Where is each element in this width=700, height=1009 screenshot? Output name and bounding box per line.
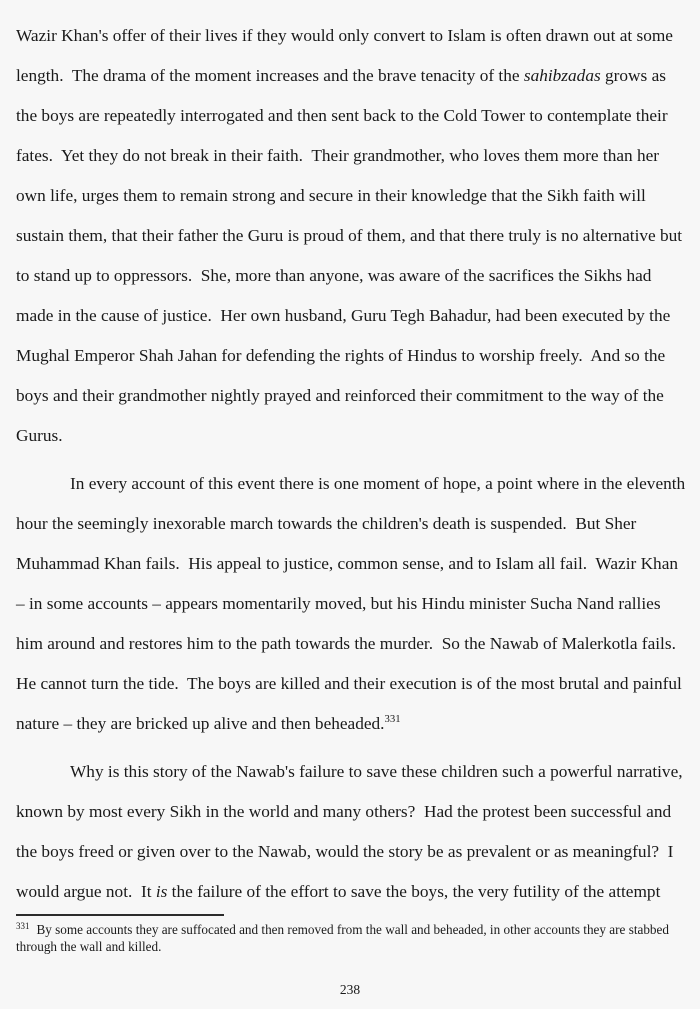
- text-line: – in some accounts – appears momentarily moved, but his Hindu minister Sucha Nand rallies: [16, 594, 661, 613]
- page-body: [16, 16, 684, 912]
- text-line: Muhammad Khan fails. His appeal to justice, common sense, and to Islam all fail. Wazir Khan: [16, 554, 679, 573]
- text-line: own life, urges them to remain strong and secure in their knowledge that the Sikh faith will: [16, 186, 646, 205]
- text-line: sustain them, that their father the Guru is proud of them, and that there truly is no alternative but: [16, 226, 683, 245]
- text-line: the boys are repeatedly interrogated and then sent back to the Cold Tower to contemplate their: [16, 106, 668, 125]
- text-line: fates. Yet they do not break in their faith. Their grandmother, who loves them more than her: [16, 146, 660, 165]
- text-line: Why is this story of the Nawab's failure to save these children such a powerful narrative,: [70, 762, 683, 781]
- paragraph: [16, 752, 684, 912]
- text-line: would argue not. It is the failure of the effort to save the boys, the very futility of the attempt: [16, 882, 661, 901]
- text-line: nature – they are bricked up alive and then beheaded.$^{331}$: [16, 713, 401, 733]
- text-line: He cannot turn the tide. The boys are killed and their execution is of the most brutal and painful: [16, 674, 682, 693]
- text-line: known by most every Sikh in the world and many others? Had the protest been successful and: [16, 802, 672, 821]
- paragraph: [16, 464, 684, 744]
- text-line: Wazir Khan's offer of their lives if they would only convert to Islam is often drawn out at some: [16, 26, 673, 45]
- text-line: made in the cause of justice. Her own husband, Guru Tegh Bahadur, had been executed by the: [16, 306, 671, 325]
- footnote-marker: 331: [16, 920, 30, 931]
- paragraph: [16, 16, 684, 456]
- text-line: Gurus.: [16, 426, 63, 445]
- text-line: boys and their grandmother nightly prayed and reinforced their commitment to the way of the: [16, 386, 664, 405]
- page-number: 238: [339, 982, 361, 997]
- footnote-separator: [16, 914, 224, 916]
- text-line: length. The drama of the moment increases and the brave tenacity of the sahibzadas grows as: [16, 66, 666, 85]
- footnote: [16, 921, 686, 955]
- text-line: Mughal Emperor Shah Jahan for defending the rights of Hindus to worship freely. And so the: [16, 346, 666, 365]
- text-line: In every account of this event there is one moment of hope, a point where in the eleventh: [70, 474, 686, 493]
- text-line: hour the seemingly inexorable march towards the children's death is suspended. But Sher: [16, 514, 637, 533]
- footnote-text: By some accounts they are suffocated and then removed from the wall and beheaded, in other accounts they are stabbed through the wall and killed.: [16, 922, 669, 954]
- text-line: him around and restores him to the path towards the murder. So the Nawab of Malerkotla fails.: [16, 634, 676, 653]
- text-line: to stand up to oppressors. She, more than anyone, was aware of the sacrifices the Sikhs had: [16, 266, 652, 285]
- text-line: the boys freed or given over to the Nawab, would the story be as prevalent or as meaningful? I: [16, 842, 674, 861]
